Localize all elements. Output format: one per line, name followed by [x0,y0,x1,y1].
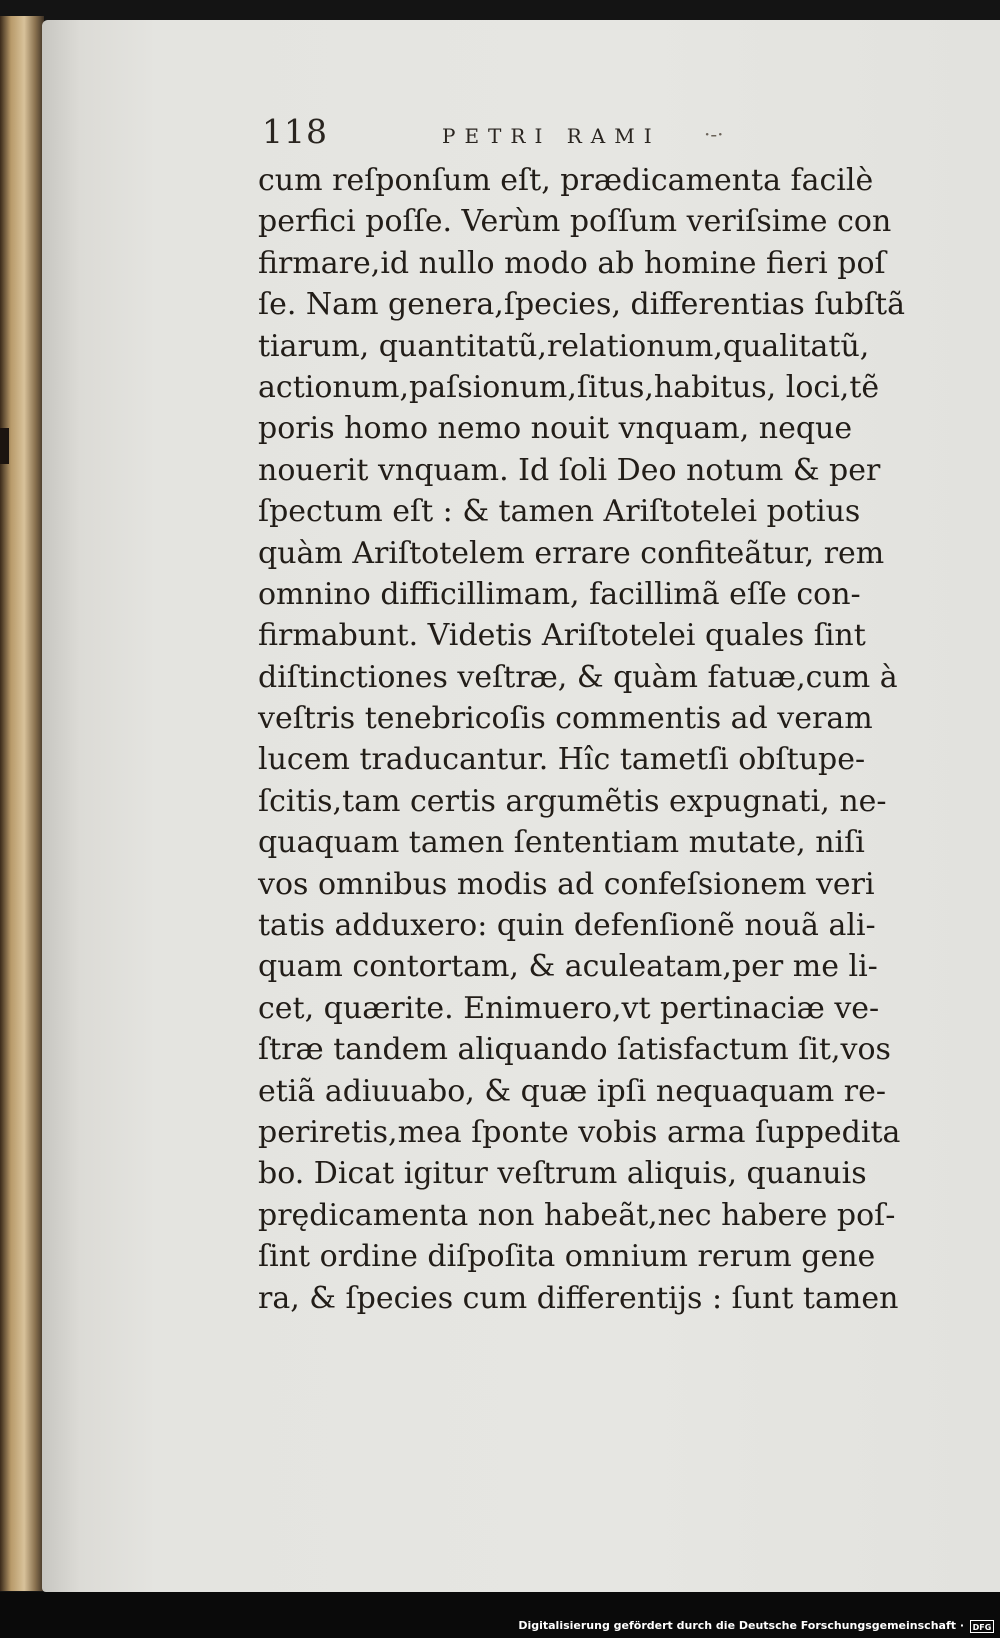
dfg-logo: DFG [970,1620,994,1633]
text-line: bo. Dicat igitur veſtrum aliquis, quanuis [258,1156,867,1192]
text-line: prędicamenta non habeãt,nec habere poſ- [258,1197,896,1233]
text-line: quam contortam, & aculeatam,per me li- [258,949,878,985]
text-line: poris homo nemo nouit vnquam, neque [258,411,853,447]
text-line: ſint ordine diſpoſita omnium rerum gene [258,1239,876,1275]
text-line: ſcitis,tam certis argumẽtis expugnati, ne- [258,783,887,819]
funding-note: Digitalisierung gefördert durch die Deutsche Forschungsgemeinschaft · [518,1619,964,1632]
running-head: PETRI RAMI [442,124,661,148]
text-line: ſpectum eſt : & tamen Ariſtotelei potius [258,494,861,530]
header-mark: ·-· [704,122,724,146]
text-line: cet, quærite. Enimuero,vt pertinaciæ ve- [258,990,880,1026]
book-edge [0,16,44,1591]
text-line: diſtinctiones veſtræ, & quàm fatuæ,cum à [258,659,898,695]
text-line: perfici poſſe. Verùm poſſum veriſsime con [258,204,892,240]
text-line: ſe. Nam genera,ſpecies, differentias ſubſtã [258,287,905,323]
text-line: firmabunt. Videtis Ariſtotelei quales ſint [258,618,866,654]
text-line: ra, & ſpecies cum differentijs : ſunt tamen [258,1280,899,1316]
page-number: 118 [262,112,328,151]
text-line: quàm Ariſtotelem errare confiteãtur, rem [258,535,885,571]
text-line: lucem traducantur. Hîc tametſi obſtupe- [258,742,866,778]
text-line: cum reſponſum eſt, prædicamenta facilè [258,163,874,198]
text-line: veſtris tenebricoſis commentis ad veram [258,701,873,737]
text-line: periretis,mea ſponte vobis arma ſuppedita [258,1114,901,1150]
book-edge-mark [0,428,9,464]
text-line: tatis adduxero: quin defenſionẽ nouã ali- [258,908,876,944]
text-line: quaquam tamen ſententiam mutate, niſi [258,825,865,861]
text-line: ſtræ tandem aliquando ſatisfactum ſit,vos [258,1032,891,1068]
text-line: omnino difficillimam, facillimã eſſe con- [258,576,861,612]
text-line: tiarum, quantitatũ,relationum,qualitatũ, [258,328,870,364]
footer-bar [0,1592,1000,1638]
text-line: actionum,paſsionum,ſitus,habitus, loci,tẽ [258,369,880,405]
body-text [258,160,938,1319]
text-line: etiã adiuuabo, & quæ ipſi nequaquam re- [258,1073,887,1109]
page-header [262,112,822,162]
text-line: vos omnibus modis ad confeſsionem veri [258,866,875,902]
text-line: firmare,id nullo modo ab homine fieri poſ [258,245,886,281]
text-line: nouerit vnquam. Id ſoli Deo notum & per [258,452,881,488]
